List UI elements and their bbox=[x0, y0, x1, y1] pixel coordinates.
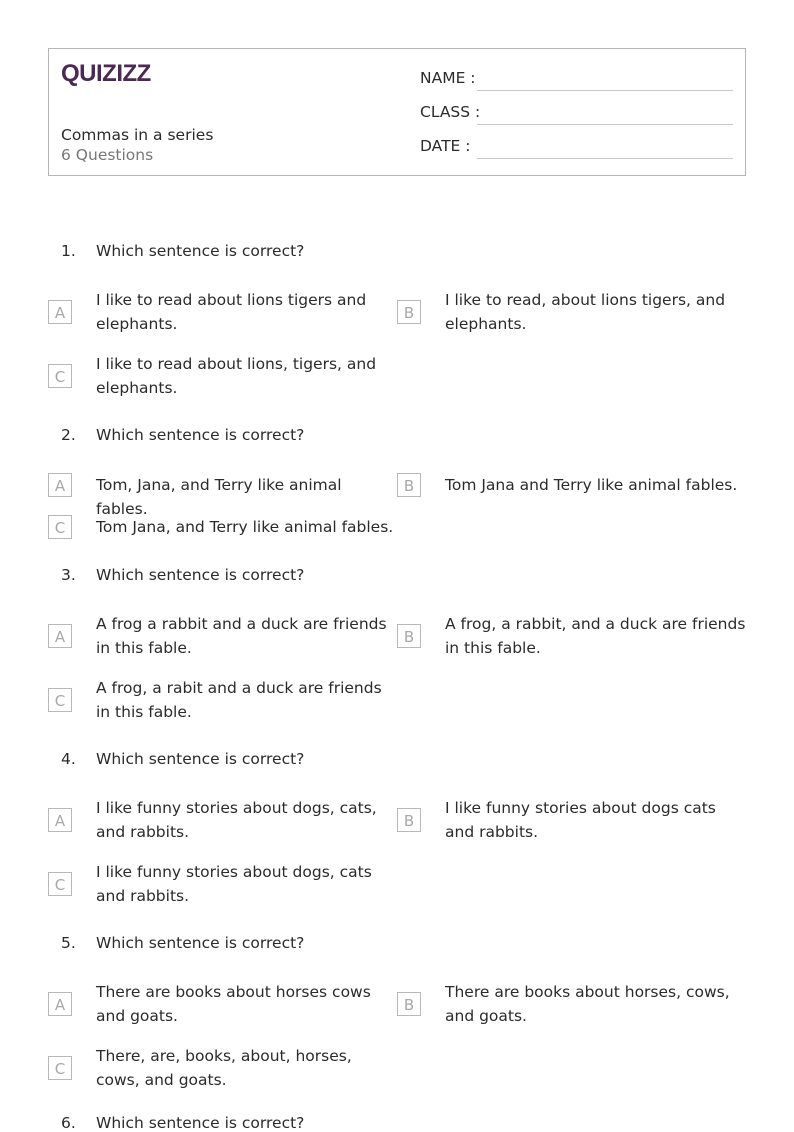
option-letter-box[interactable]: A bbox=[48, 808, 72, 832]
option-text: Tom Jana and Terry like animal fables. bbox=[445, 476, 738, 494]
option-letter-box[interactable]: B bbox=[397, 992, 421, 1016]
logo-text: QUIZIZZ bbox=[61, 60, 151, 87]
question-number: 4. bbox=[61, 750, 76, 768]
question-number: 6. bbox=[61, 1114, 76, 1132]
option-letter-box[interactable]: A bbox=[48, 624, 72, 648]
option-letter-box[interactable]: B bbox=[397, 624, 421, 648]
option-letter-box[interactable]: C bbox=[48, 872, 72, 896]
date-line[interactable] bbox=[477, 158, 733, 159]
quizizz-logo bbox=[61, 59, 153, 91]
name-line[interactable] bbox=[477, 90, 733, 91]
option-letter-box[interactable]: A bbox=[48, 473, 72, 497]
question-text: Which sentence is correct? bbox=[96, 750, 305, 768]
option-letter-box[interactable]: C bbox=[48, 364, 72, 388]
class-line[interactable] bbox=[477, 124, 733, 125]
question-number: 1. bbox=[61, 242, 76, 260]
date-label: DATE : bbox=[420, 137, 471, 155]
option-text: I like funny stories about dogs, cats and rabbits. bbox=[96, 863, 372, 905]
name-label: NAME : bbox=[420, 69, 476, 87]
option-text: A frog a rabbit and a duck are friends in this fable. bbox=[96, 615, 387, 657]
option-letter-box[interactable]: C bbox=[48, 1056, 72, 1080]
question-number: 2. bbox=[61, 426, 76, 444]
option-letter-box[interactable]: B bbox=[397, 473, 421, 497]
question-text: Which sentence is correct? bbox=[96, 426, 305, 444]
option-letter-box[interactable]: A bbox=[48, 992, 72, 1016]
question-text: Which sentence is correct? bbox=[96, 1114, 305, 1132]
question-text: Which sentence is correct? bbox=[96, 242, 305, 260]
question-text: Which sentence is correct? bbox=[96, 934, 305, 952]
question-number: 5. bbox=[61, 934, 76, 952]
question-text: Which sentence is correct? bbox=[96, 566, 305, 584]
class-label: CLASS : bbox=[420, 103, 481, 121]
option-text: I like funny stories about dogs cats and rabbits. bbox=[445, 799, 716, 841]
option-text: I like to read, about lions tigers, and elephants. bbox=[445, 291, 726, 333]
option-text: A frog, a rabbit, and a duck are friends in this fable. bbox=[445, 615, 746, 657]
option-text: A frog, a rabit and a duck are friends in this fable. bbox=[96, 679, 382, 721]
question-number: 3. bbox=[61, 566, 76, 584]
option-letter-box[interactable]: C bbox=[48, 688, 72, 712]
option-text: There, are, books, about, horses, cows, and goats. bbox=[96, 1047, 352, 1089]
option-text: Tom Jana, and Terry like animal fables. bbox=[96, 518, 394, 536]
option-text: I like to read about lions tigers and elephants. bbox=[96, 291, 367, 333]
worksheet-title: Commas in a series bbox=[61, 126, 214, 144]
quizizz-logo-mark bbox=[61, 59, 153, 87]
option-letter-box[interactable]: B bbox=[397, 300, 421, 324]
question-count: 6 Questions bbox=[61, 146, 154, 164]
option-text: There are books about horses cows and goats. bbox=[96, 983, 371, 1025]
worksheet-header bbox=[48, 48, 746, 176]
option-text: I like to read about lions, tigers, and elephants. bbox=[96, 355, 377, 397]
option-letter-box[interactable]: A bbox=[48, 300, 72, 324]
option-text: There are books about horses, cows, and goats. bbox=[445, 983, 730, 1025]
option-letter-box[interactable]: C bbox=[48, 515, 72, 539]
option-text: I like funny stories about dogs, cats, and rabbits. bbox=[96, 799, 377, 841]
option-text: Tom, Jana, and Terry like animal fables. bbox=[96, 476, 342, 518]
option-letter-box[interactable]: B bbox=[397, 808, 421, 832]
